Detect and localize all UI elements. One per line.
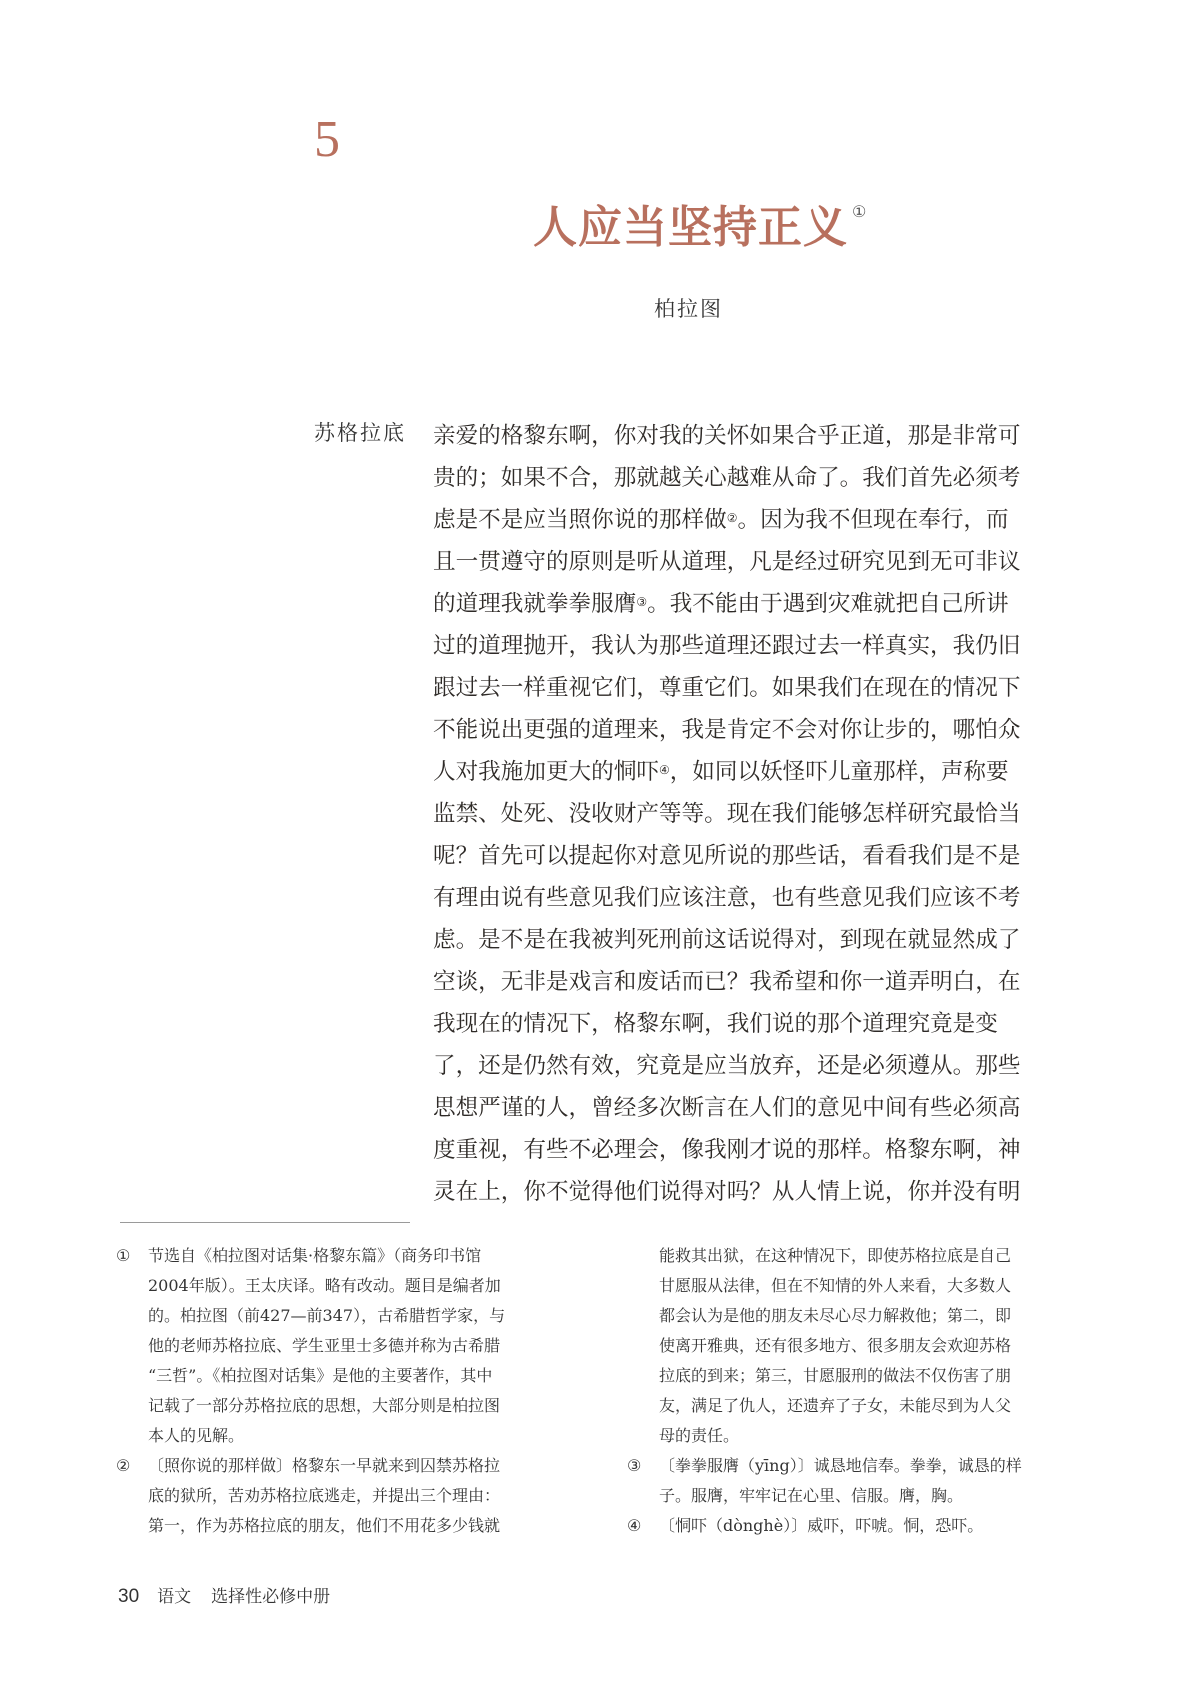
footnotes-left-column — [116, 1241, 546, 1541]
body-line-text: 我现在的情况下，格黎东啊，我们说的那个道理究竟是变 — [433, 1011, 998, 1037]
footnote-marker: ② — [726, 511, 738, 525]
footnote-item — [116, 1241, 546, 1451]
footnote-line: 〔拳拳服膺（yīng）〕诚恳地信奉。拳拳，诚恳的样 — [659, 1456, 1022, 1475]
page-number: 30 — [118, 1586, 140, 1607]
body-line-text: 的道理我就拳拳服膺 — [433, 591, 637, 617]
body-line-text: 虑是不是应当照你说的那样做 — [433, 507, 727, 533]
footnote-item — [627, 1511, 1057, 1541]
title-footnote-marker: ① — [852, 202, 867, 221]
footnote-line: 记载了一部分苏格拉底的思想，大部分则是柏拉图 — [148, 1396, 501, 1415]
body-line-text: 呢？首先可以提起你对意见所说的那些话，看看我们是不是 — [433, 843, 1021, 869]
footnote-line: 都会认为是他的朋友未尽心尽力解救他；第二，即 — [659, 1306, 1012, 1325]
footnote-divider — [120, 1222, 410, 1223]
speaker-name: 苏格拉底 — [314, 421, 406, 445]
footnote-line: “三哲”。《柏拉图对话集》是他的主要著作，其中 — [148, 1366, 493, 1385]
footnote-line: 第一，作为苏格拉底的朋友，他们不用花多少钱就 — [148, 1516, 501, 1535]
footnote-line: 他的老师苏格拉底、学生亚里士多德并称为古希腊 — [148, 1336, 501, 1355]
body-line-text: 度重视，有些不必理会，像我刚才说的那样。格黎东啊，神 — [433, 1137, 1021, 1163]
body-line — [433, 709, 1059, 751]
body-line — [433, 793, 1059, 835]
lesson-title: 人应当坚持正义 — [533, 202, 848, 253]
body-line — [433, 583, 1059, 625]
body-line — [433, 877, 1059, 919]
author-name: 柏拉图 — [654, 297, 723, 321]
body-line-text: 虑。是不是在我被判死刑前这话说得对，到现在就显然成了 — [433, 927, 1021, 953]
footnote-line: 子。服膺，牢牢记在心里、信服。膺，胸。 — [659, 1486, 964, 1505]
body-line-text: 了，还是仍然有效，究竟是应当放弃，还是必须遵从。那些 — [433, 1053, 1021, 1079]
body-line-text: 过的道理抛开，我认为那些道理还跟过去一样真实，我仍旧 — [433, 633, 1021, 659]
body-line — [433, 751, 1059, 793]
body-line-text-continued: 。我不能由于遇到灾难就把自己所讲 — [647, 591, 1009, 617]
body-line-text: 空谈，无非是戏言和废话而已？我希望和你一道弄明白，在 — [433, 969, 1021, 995]
body-line — [433, 1003, 1059, 1045]
footnote-marker: ③ — [636, 595, 648, 609]
footnote-line: 节选自《柏拉图对话集·格黎东篇》（商务印书馆 — [148, 1246, 482, 1265]
body-line-text: 跟过去一样重视它们，尊重它们。如果我们在现在的情况下 — [433, 675, 1021, 701]
footnote-line: 底的狱所，苦劝苏格拉底逃走，并提出三个理由： — [148, 1486, 501, 1505]
footnotes-right-column — [627, 1241, 1057, 1541]
footnote-line: 使离开雅典，还有很多地方、很多朋友会欢迎苏格 — [659, 1336, 1012, 1355]
body-line-text-continued: 。因为我不但现在奉行，而 — [737, 507, 1009, 533]
footnote-line: 本人的见解。 — [148, 1426, 245, 1445]
body-line — [433, 1087, 1059, 1129]
body-line — [433, 457, 1059, 499]
footnote-line: 母的责任。 — [659, 1426, 740, 1445]
footnote-item — [627, 1451, 1057, 1511]
footnote-line: 〔照你说的那样做〕格黎东一早就来到囚禁苏格拉 — [148, 1456, 501, 1475]
body-line — [433, 919, 1059, 961]
body-line — [433, 835, 1059, 877]
dialogue-text — [433, 415, 1059, 1213]
body-line — [433, 961, 1059, 1003]
book-label: 选择性必修中册 — [211, 1587, 331, 1607]
page-footer — [118, 1582, 330, 1612]
subject-label: 语文 — [157, 1587, 192, 1607]
body-line — [433, 499, 1059, 541]
lesson-number: 5 — [314, 111, 340, 168]
footnote-line: 2004年版）。王太庆译。略有改动。题目是编者加 — [148, 1276, 501, 1295]
body-line-text: 且一贯遵守的原则是听从道理，凡是经过研究见到无可非议 — [433, 549, 1021, 575]
footnote-line: 的。柏拉图（前427—前347），古希腊哲学家，与 — [148, 1306, 506, 1325]
footnote-line: 能救其出狱，在这种情况下，即使苏格拉底是自己 — [659, 1246, 1012, 1265]
footnote-number: ③ — [627, 1456, 642, 1475]
body-line-text: 人对我施加更大的恫吓 — [433, 759, 659, 785]
body-line — [433, 1129, 1059, 1171]
body-line — [433, 625, 1059, 667]
body-line-text: 思想严谨的人，曾经多次断言在人们的意见中间有些必须高 — [433, 1095, 1021, 1121]
body-line-text: 灵在上，你不觉得他们说得对吗？从人情上说，你并没有明 — [433, 1179, 1021, 1205]
body-line — [433, 1171, 1059, 1213]
body-line — [433, 541, 1059, 583]
footnote-item — [116, 1451, 546, 1541]
footnote-number: ② — [116, 1456, 131, 1475]
footnote-line: 友，满足了仇人，还遗弃了子女，未能尽到为人父 — [659, 1396, 1012, 1415]
footnote-marker: ④ — [658, 763, 670, 777]
footnote-line: 甘愿服从法律，但在不知情的外人来看，大多数人 — [659, 1276, 1012, 1295]
body-line-text-continued: ，如同以妖怪吓儿童那样，声称要 — [669, 759, 1009, 785]
footnote-line: 〔恫吓（dònghè）〕威吓，吓唬。恫，恐吓。 — [659, 1516, 984, 1535]
body-line-text: 不能说出更强的道理来，我是肯定不会对你让步的，哪怕众 — [433, 717, 1021, 743]
body-line-text: 亲爱的格黎东啊，你对我的关怀如果合乎正道，那是非常可 — [433, 423, 1021, 449]
footnote-number: ④ — [627, 1516, 642, 1535]
footnote-line: 拉底的到来；第三，甘愿服刑的做法不仅伤害了朋 — [659, 1366, 1012, 1385]
body-line — [433, 415, 1059, 457]
body-line — [433, 667, 1059, 709]
body-line — [433, 1045, 1059, 1087]
footnote-continuation — [627, 1241, 1057, 1451]
title-row — [533, 198, 866, 258]
body-line-text: 监禁、处死、没收财产等等。现在我们能够怎样研究最恰当 — [433, 801, 1021, 827]
body-line-text: 贵的；如果不合，那就越关心越难从命了。我们首先必须考 — [433, 465, 1021, 491]
body-line-text: 有理由说有些意见我们应该注意，也有些意见我们应该不考 — [433, 885, 1021, 911]
footnote-number: ① — [116, 1246, 131, 1265]
